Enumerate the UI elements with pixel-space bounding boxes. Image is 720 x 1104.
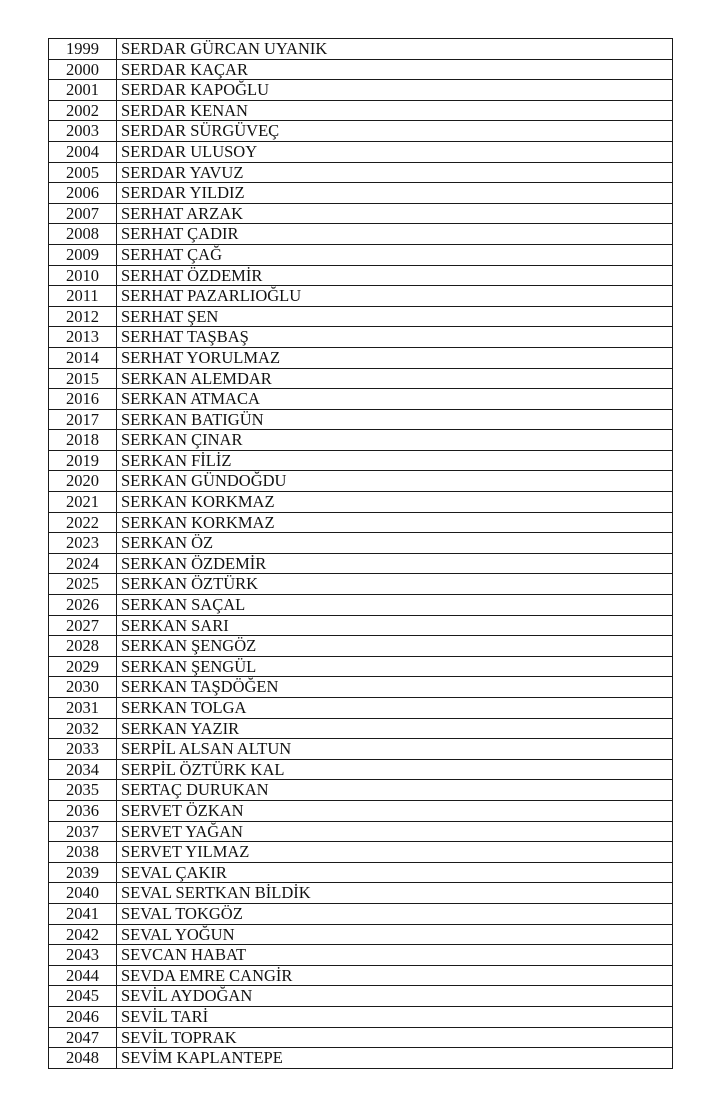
- person-name-cell: SERPİL ÖZTÜRK KAL: [117, 759, 673, 780]
- table-row: [49, 80, 673, 101]
- person-name-cell: SEVİM KAPLANTEPE: [117, 1048, 673, 1069]
- table-row: [49, 39, 673, 60]
- person-name-cell: SERDAR GÜRCAN UYANIK: [117, 39, 673, 60]
- table-row: [49, 327, 673, 348]
- person-name-cell: SERKAN SAÇAL: [117, 595, 673, 616]
- person-name-cell: SERKAN ŞENGÖZ: [117, 636, 673, 657]
- row-number-cell: 2014: [49, 347, 117, 368]
- row-number-cell: 2021: [49, 492, 117, 513]
- row-number-cell: 2046: [49, 1006, 117, 1027]
- row-number-cell: 2028: [49, 636, 117, 657]
- row-number-cell: 2022: [49, 512, 117, 533]
- row-number-cell: 2001: [49, 80, 117, 101]
- person-name-cell: SERVET ÖZKAN: [117, 800, 673, 821]
- row-number-cell: 2034: [49, 759, 117, 780]
- table-row: [49, 512, 673, 533]
- table-row: [49, 636, 673, 657]
- person-name-cell: SERHAT TAŞBAŞ: [117, 327, 673, 348]
- row-number-cell: 2006: [49, 183, 117, 204]
- row-number-cell: 2037: [49, 821, 117, 842]
- row-number-cell: 2015: [49, 368, 117, 389]
- person-name-cell: SERHAT ÇAĞ: [117, 244, 673, 265]
- person-name-cell: SERKAN BATIGÜN: [117, 409, 673, 430]
- table-row: [49, 1027, 673, 1048]
- row-number-cell: 2010: [49, 265, 117, 286]
- table-row: [49, 780, 673, 801]
- person-name-cell: SERHAT ÖZDEMİR: [117, 265, 673, 286]
- table-row: [49, 347, 673, 368]
- person-name-cell: SERKAN FİLİZ: [117, 450, 673, 471]
- row-number-cell: 1999: [49, 39, 117, 60]
- person-name-cell: SEVCAN HABAT: [117, 945, 673, 966]
- row-number-cell: 2023: [49, 533, 117, 554]
- row-number-cell: 2031: [49, 698, 117, 719]
- table-row: [49, 224, 673, 245]
- table-row: [49, 183, 673, 204]
- person-name-cell: SERDAR ULUSOY: [117, 141, 673, 162]
- table-row: [49, 883, 673, 904]
- person-name-cell: SERHAT ARZAK: [117, 203, 673, 224]
- person-name-cell: SERKAN ŞENGÜL: [117, 656, 673, 677]
- person-name-cell: SERTAÇ DURUKAN: [117, 780, 673, 801]
- table-row: [49, 1048, 673, 1069]
- row-number-cell: 2012: [49, 306, 117, 327]
- table-row: [49, 162, 673, 183]
- table-row: [49, 430, 673, 451]
- table-row: [49, 450, 673, 471]
- person-name-cell: SERDAR YILDIZ: [117, 183, 673, 204]
- table-row: [49, 903, 673, 924]
- table-row: [49, 698, 673, 719]
- row-number-cell: 2044: [49, 965, 117, 986]
- table-row: [49, 203, 673, 224]
- person-name-cell: SERKAN YAZIR: [117, 718, 673, 739]
- row-number-cell: 2020: [49, 471, 117, 492]
- row-number-cell: 2000: [49, 59, 117, 80]
- table-row: [49, 265, 673, 286]
- table-row: [49, 986, 673, 1007]
- table-row: [49, 821, 673, 842]
- table-row: [49, 141, 673, 162]
- person-name-cell: SEVAL SERTKAN BİLDİK: [117, 883, 673, 904]
- table-row: [49, 924, 673, 945]
- person-name-cell: SEVİL TARİ: [117, 1006, 673, 1027]
- person-name-cell: SERKAN KORKMAZ: [117, 512, 673, 533]
- table-row: [49, 615, 673, 636]
- person-name-cell: SERDAR YAVUZ: [117, 162, 673, 183]
- table-row: [49, 389, 673, 410]
- row-number-cell: 2032: [49, 718, 117, 739]
- person-name-cell: SERVET YAĞAN: [117, 821, 673, 842]
- person-name-cell: SERDAR SÜRGÜVEÇ: [117, 121, 673, 142]
- name-list-table: [48, 38, 673, 1069]
- table-row: [49, 409, 673, 430]
- row-number-cell: 2048: [49, 1048, 117, 1069]
- table-row: [49, 286, 673, 307]
- person-name-cell: SERKAN ÖZDEMİR: [117, 553, 673, 574]
- person-name-cell: SERKAN ÖZTÜRK: [117, 574, 673, 595]
- row-number-cell: 2029: [49, 656, 117, 677]
- row-number-cell: 2043: [49, 945, 117, 966]
- row-number-cell: 2033: [49, 739, 117, 760]
- person-name-cell: SEVİL AYDOĞAN: [117, 986, 673, 1007]
- row-number-cell: 2016: [49, 389, 117, 410]
- table-row: [49, 656, 673, 677]
- table-row: [49, 471, 673, 492]
- row-number-cell: 2038: [49, 842, 117, 863]
- person-name-cell: SERKAN SARI: [117, 615, 673, 636]
- document-page: [48, 38, 672, 1069]
- row-number-cell: 2042: [49, 924, 117, 945]
- person-name-cell: SERKAN ALEMDAR: [117, 368, 673, 389]
- table-row: [49, 100, 673, 121]
- row-number-cell: 2013: [49, 327, 117, 348]
- table-row: [49, 306, 673, 327]
- row-number-cell: 2005: [49, 162, 117, 183]
- row-number-cell: 2026: [49, 595, 117, 616]
- table-row: [49, 759, 673, 780]
- row-number-cell: 2030: [49, 677, 117, 698]
- table-row: [49, 574, 673, 595]
- person-name-cell: SERKAN KORKMAZ: [117, 492, 673, 513]
- row-number-cell: 2027: [49, 615, 117, 636]
- person-name-cell: SERVET YILMAZ: [117, 842, 673, 863]
- person-name-cell: SERHAT PAZARLIOĞLU: [117, 286, 673, 307]
- person-name-cell: SEVİL TOPRAK: [117, 1027, 673, 1048]
- person-name-cell: SEVAL YOĞUN: [117, 924, 673, 945]
- row-number-cell: 2041: [49, 903, 117, 924]
- table-row: [49, 595, 673, 616]
- table-row: [49, 59, 673, 80]
- table-body: [49, 39, 673, 1069]
- person-name-cell: SERHAT ÇADIR: [117, 224, 673, 245]
- row-number-cell: 2017: [49, 409, 117, 430]
- table-row: [49, 965, 673, 986]
- row-number-cell: 2018: [49, 430, 117, 451]
- table-row: [49, 862, 673, 883]
- row-number-cell: 2004: [49, 141, 117, 162]
- row-number-cell: 2024: [49, 553, 117, 574]
- person-name-cell: SERHAT YORULMAZ: [117, 347, 673, 368]
- row-number-cell: 2007: [49, 203, 117, 224]
- row-number-cell: 2011: [49, 286, 117, 307]
- person-name-cell: SERKAN TOLGA: [117, 698, 673, 719]
- row-number-cell: 2003: [49, 121, 117, 142]
- row-number-cell: 2045: [49, 986, 117, 1007]
- table-row: [49, 368, 673, 389]
- row-number-cell: 2019: [49, 450, 117, 471]
- row-number-cell: 2008: [49, 224, 117, 245]
- person-name-cell: SERKAN TAŞDÖĞEN: [117, 677, 673, 698]
- person-name-cell: SERDAR KAÇAR: [117, 59, 673, 80]
- row-number-cell: 2039: [49, 862, 117, 883]
- row-number-cell: 2035: [49, 780, 117, 801]
- person-name-cell: SEVAL ÇAKIR: [117, 862, 673, 883]
- row-number-cell: 2009: [49, 244, 117, 265]
- table-row: [49, 121, 673, 142]
- table-row: [49, 842, 673, 863]
- table-row: [49, 492, 673, 513]
- person-name-cell: SERKAN ÇINAR: [117, 430, 673, 451]
- row-number-cell: 2025: [49, 574, 117, 595]
- person-name-cell: SEVAL TOKGÖZ: [117, 903, 673, 924]
- person-name-cell: SEVDA EMRE CANGİR: [117, 965, 673, 986]
- person-name-cell: SERKAN GÜNDOĞDU: [117, 471, 673, 492]
- person-name-cell: SERKAN ÖZ: [117, 533, 673, 554]
- person-name-cell: SERPİL ALSAN ALTUN: [117, 739, 673, 760]
- row-number-cell: 2036: [49, 800, 117, 821]
- person-name-cell: SERDAR KAPOĞLU: [117, 80, 673, 101]
- row-number-cell: 2040: [49, 883, 117, 904]
- person-name-cell: SERKAN ATMACA: [117, 389, 673, 410]
- table-row: [49, 945, 673, 966]
- table-row: [49, 800, 673, 821]
- table-row: [49, 553, 673, 574]
- person-name-cell: SERDAR KENAN: [117, 100, 673, 121]
- table-row: [49, 244, 673, 265]
- person-name-cell: SERHAT ŞEN: [117, 306, 673, 327]
- table-row: [49, 1006, 673, 1027]
- table-row: [49, 677, 673, 698]
- table-row: [49, 533, 673, 554]
- table-row: [49, 739, 673, 760]
- row-number-cell: 2002: [49, 100, 117, 121]
- row-number-cell: 2047: [49, 1027, 117, 1048]
- table-row: [49, 718, 673, 739]
